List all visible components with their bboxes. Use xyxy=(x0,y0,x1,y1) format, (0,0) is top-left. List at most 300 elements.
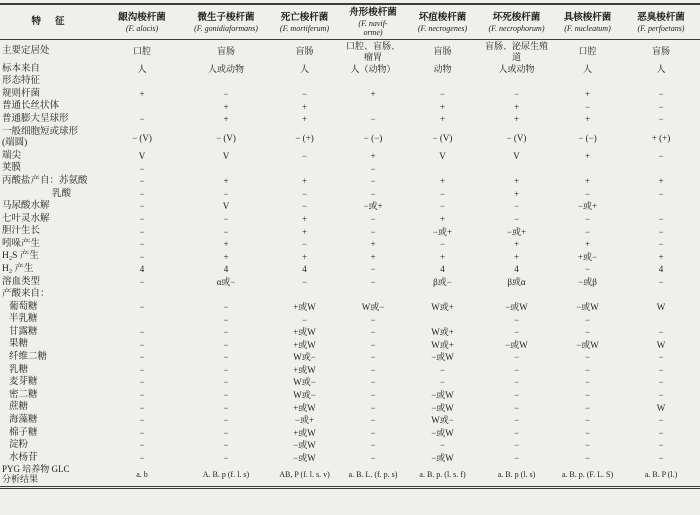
table-cell: − xyxy=(584,101,591,112)
table-cell: + xyxy=(223,251,229,262)
species-name-latin: (F. nucleatum) xyxy=(564,23,611,33)
table-cell: + xyxy=(658,251,664,262)
table-cell: − xyxy=(301,276,308,287)
table-cell: −或W xyxy=(576,302,599,313)
table-cell: +或W xyxy=(293,402,316,413)
table-cell: A. B. p (f. l. s) xyxy=(202,469,250,479)
table-cell: 人或动物 xyxy=(498,64,535,75)
table-cell xyxy=(184,163,268,176)
table-cell: − xyxy=(370,402,376,413)
row-label: 一般细胞短或球形 (端圆) xyxy=(2,126,79,149)
row-label: H₂ 产生 xyxy=(2,263,34,274)
table-cell: +或W xyxy=(293,364,316,375)
table-cell xyxy=(268,289,341,302)
table-cell xyxy=(184,76,268,89)
table-row xyxy=(0,326,700,339)
row-label: 标本来自 xyxy=(2,63,41,74)
table-row xyxy=(0,389,700,402)
table-row xyxy=(0,465,700,487)
table-cell: V xyxy=(222,201,230,212)
table-cell: − xyxy=(223,302,229,313)
table-cell: − xyxy=(301,188,308,199)
table-cell: − xyxy=(658,89,664,100)
species-name-cn: 龈沟梭杆菌 xyxy=(118,12,166,23)
table-cell: − xyxy=(139,327,145,338)
table-cell: +或W xyxy=(293,327,316,338)
row-label: 棉子糖 xyxy=(9,427,38,438)
table-cell: − xyxy=(584,226,591,237)
table-cell: − xyxy=(370,163,376,174)
table-cell: − xyxy=(370,440,376,451)
table-cell: − xyxy=(223,188,229,199)
table-row xyxy=(0,301,700,314)
row-label: 纤维二糖 xyxy=(9,352,48,363)
table-cell: + xyxy=(439,114,446,125)
row-label: 产酸来自： xyxy=(2,289,50,300)
table-cell: − xyxy=(139,440,145,451)
row-label: 水杨苷 xyxy=(9,452,38,463)
species-name-latin: (F. necrogenes) xyxy=(417,23,468,33)
table-cell: β或− xyxy=(433,276,452,287)
table-row xyxy=(0,114,700,127)
table-cell: − xyxy=(301,89,308,100)
table-cell: − xyxy=(139,276,145,287)
table-cell xyxy=(405,163,480,176)
table-cell: − xyxy=(513,377,520,388)
table-cell: − (+) xyxy=(295,132,314,143)
table-cell: 4 xyxy=(302,264,307,275)
table-cell: − xyxy=(223,364,229,375)
table-cell: 4 xyxy=(514,264,519,275)
species-name-latin: (F. necrophorum) xyxy=(488,23,545,33)
table-cell: − xyxy=(513,452,520,463)
table-body xyxy=(0,40,700,487)
table-cell: +或W xyxy=(293,339,316,350)
species-name-cn: 舟形梭杆菌 xyxy=(349,8,397,18)
row-label: 形态特征 xyxy=(2,76,41,87)
table-cell: − xyxy=(139,239,145,250)
table-cell: − xyxy=(223,339,229,350)
table-cell xyxy=(341,289,405,302)
table-cell: 人 xyxy=(582,64,592,75)
species-column-header xyxy=(184,4,268,40)
table-cell: 4 xyxy=(139,264,145,275)
table-row xyxy=(0,226,700,239)
table-cell: − xyxy=(370,339,376,350)
table-cell: + xyxy=(439,251,446,262)
table-cell: − xyxy=(223,440,229,451)
table-cell: − xyxy=(584,402,591,413)
table-cell: − xyxy=(658,364,664,375)
table-cell: − xyxy=(223,377,229,388)
table-row xyxy=(0,88,700,101)
table-row xyxy=(0,150,700,163)
row-label: 蔗糖 xyxy=(9,402,29,413)
table-cell xyxy=(405,76,480,89)
species-column-header xyxy=(622,4,700,40)
table-row xyxy=(0,213,700,226)
table-cell: W或− xyxy=(293,390,316,401)
table-cell: −或W xyxy=(431,352,454,363)
table-cell xyxy=(480,163,553,176)
table-cell: a. B. p. (l. s. f) xyxy=(419,469,466,479)
table-cell: 人 xyxy=(299,64,309,75)
table-cell: − xyxy=(658,239,664,250)
table-cell: − xyxy=(658,276,664,287)
table-cell: + xyxy=(370,239,376,250)
species-name-cn: 具核梭杆菌 xyxy=(563,12,612,23)
table-cell: W xyxy=(656,339,666,350)
table-cell: − xyxy=(370,415,376,426)
row-label: 普通长丝状体 xyxy=(2,101,60,112)
table-cell: −或+ xyxy=(363,201,383,212)
table-cell: − xyxy=(658,327,664,338)
table-row xyxy=(0,188,700,201)
table-cell xyxy=(268,76,341,89)
row-label: PYG 培养物 GLC 分析结果 xyxy=(2,464,70,485)
table-cell: − xyxy=(658,415,664,426)
species-column-header xyxy=(268,4,341,40)
table-cell: + xyxy=(513,239,520,250)
table-cell: − xyxy=(658,101,664,112)
table-row xyxy=(0,427,700,440)
table-cell: − xyxy=(223,352,229,363)
table-cell: − xyxy=(658,452,664,463)
table-cell: − xyxy=(370,452,376,463)
table-cell: + xyxy=(513,176,520,187)
table-cell: +或W xyxy=(293,427,316,438)
table-cell: − xyxy=(139,226,145,237)
table-cell: −或W xyxy=(505,302,528,313)
table-cell: − xyxy=(139,339,145,350)
table-cell: a. B. p. (F. L. S) xyxy=(561,469,614,479)
table-cell: − xyxy=(139,415,145,426)
table-row xyxy=(0,414,700,427)
table-cell: V xyxy=(513,151,520,162)
table-cell: − xyxy=(584,440,591,451)
table-cell: − xyxy=(370,188,376,199)
table-cell: 动物 xyxy=(433,64,452,75)
table-cell: + xyxy=(370,89,376,100)
table-cell: − xyxy=(139,352,145,363)
species-name-latin: (F. alocis) xyxy=(125,23,159,33)
table-cell: 口腔 xyxy=(578,46,597,57)
table-cell: − (V) xyxy=(506,132,527,143)
table-cell: − xyxy=(658,440,664,451)
table-cell: − xyxy=(513,402,520,413)
table-cell: − xyxy=(584,377,591,388)
table-cell: − xyxy=(584,364,591,375)
row-label: 主要定居处 xyxy=(2,45,50,56)
species-column-header xyxy=(480,4,553,40)
table-cell: − xyxy=(513,327,520,338)
table-cell: + xyxy=(584,239,591,250)
table-cell: − xyxy=(439,89,446,100)
table-cell xyxy=(622,289,700,302)
table-cell: −或β xyxy=(578,276,597,287)
table-cell: + xyxy=(513,101,520,112)
table-row xyxy=(0,238,700,251)
table-cell: − xyxy=(301,239,308,250)
table-cell: − xyxy=(439,377,446,388)
table-cell xyxy=(405,289,480,302)
table-row xyxy=(0,440,700,453)
table-cell: − xyxy=(370,390,376,401)
species-name-cn: 恶臭梭杆菌 xyxy=(637,12,685,23)
table-row xyxy=(0,101,700,114)
table-cell: W或+ xyxy=(431,302,454,313)
table-cell xyxy=(100,101,184,114)
table-row xyxy=(0,76,700,89)
table-row xyxy=(0,175,700,188)
table-cell: 口腔、盲肠、瘤胃 xyxy=(345,40,400,62)
table-row xyxy=(0,314,700,327)
table-cell: − xyxy=(439,364,446,375)
table-cell: − xyxy=(139,452,145,463)
table-cell: + xyxy=(223,101,229,112)
table-cell: − xyxy=(139,364,145,375)
table-row xyxy=(0,251,700,264)
table-cell: + xyxy=(658,176,664,187)
species-column-header xyxy=(405,4,480,40)
table-cell: 盲肠 xyxy=(433,46,452,57)
table-cell: − xyxy=(370,176,376,187)
row-label: 乳糖 xyxy=(9,364,29,375)
table-cell: − xyxy=(658,188,664,199)
table-cell: −或+ xyxy=(506,226,527,237)
table-cell: − xyxy=(139,188,145,199)
fusobacterium-characteristics-table xyxy=(0,3,700,489)
table-cell: − xyxy=(139,114,145,125)
row-label: 海藻糖 xyxy=(9,414,38,425)
table-cell: + xyxy=(223,114,229,125)
table-cell: − xyxy=(370,276,376,287)
table-cell: + xyxy=(223,176,229,187)
table-row xyxy=(0,201,700,214)
table-cell xyxy=(553,76,622,89)
row-label: 马尿酸水解 xyxy=(2,201,50,212)
table-cell: − xyxy=(139,427,145,438)
table-cell xyxy=(100,314,184,327)
row-label: 溶血类型 xyxy=(2,276,41,287)
table-cell: − xyxy=(139,390,145,401)
table-cell: − xyxy=(370,114,376,125)
table-cell: − xyxy=(139,176,145,187)
table-cell: 人 xyxy=(656,64,666,75)
table-cell: − xyxy=(370,327,376,338)
table-cell: − xyxy=(513,201,520,212)
table-cell xyxy=(341,101,405,114)
row-label: 普通膨大呈球形 xyxy=(2,114,69,125)
table-cell: − xyxy=(513,314,520,325)
table-cell: − xyxy=(658,352,664,363)
table-row xyxy=(0,263,700,276)
table-cell: + xyxy=(439,213,446,224)
table-cell: − xyxy=(584,452,591,463)
table-cell: − xyxy=(223,390,229,401)
table-cell: 盲肠 xyxy=(295,46,314,57)
table-cell: W xyxy=(656,402,666,413)
table-cell: + xyxy=(370,151,376,162)
table-cell xyxy=(480,76,553,89)
table-cell: − xyxy=(584,327,591,338)
table-row xyxy=(0,402,700,415)
table-cell: 盲肠、泌尿生殖道 xyxy=(484,40,548,62)
row-label: 胆汁生长 xyxy=(2,226,41,237)
table-cell: − xyxy=(658,427,664,438)
table-cell: − xyxy=(658,377,664,388)
table-cell: − xyxy=(139,402,145,413)
table-cell: + xyxy=(301,251,308,262)
table-cell: a. B. p (l. s) xyxy=(497,469,536,479)
table-cell: 口腔 xyxy=(132,46,151,57)
table-row xyxy=(0,163,700,176)
table-cell: − xyxy=(139,302,145,313)
table-cell: W或− xyxy=(293,352,316,363)
table-cell xyxy=(553,289,622,302)
table-cell: − xyxy=(370,226,376,237)
row-label: 甘露糖 xyxy=(9,326,38,337)
table-cell: − xyxy=(370,364,376,375)
table-cell: − xyxy=(370,352,376,363)
row-label: 半乳糖 xyxy=(9,314,38,325)
row-label: 密二糖 xyxy=(9,389,38,400)
table-cell: −或+ xyxy=(432,226,453,237)
table-header xyxy=(0,4,700,40)
table-cell: − xyxy=(513,415,520,426)
table-cell: − xyxy=(584,213,591,224)
table-cell: 4 xyxy=(440,264,445,275)
row-label: H₂S 产生 xyxy=(2,251,39,262)
table-cell: W或− xyxy=(293,377,316,388)
table-cell: + xyxy=(439,176,446,187)
table-cell: − xyxy=(223,226,229,237)
table-cell: + (+) xyxy=(651,132,671,143)
row-label: 果糖 xyxy=(9,339,29,350)
row-label: 吲哚产生 xyxy=(2,238,41,249)
table-cell: a. B. L. (f. p. s) xyxy=(348,469,398,479)
table-cell: − xyxy=(513,427,520,438)
table-cell: −或W xyxy=(431,452,454,463)
table-cell: − xyxy=(223,327,229,338)
table-cell: − xyxy=(513,213,520,224)
table-cell: − xyxy=(223,213,229,224)
table-cell: − xyxy=(223,427,229,438)
table-cell: 人或动物 xyxy=(207,64,244,75)
table-cell: −或+ xyxy=(294,415,315,426)
table-cell: + xyxy=(223,239,229,250)
species-name-cn: 坏疽梭杆菌 xyxy=(418,12,467,23)
table-cell: − xyxy=(139,163,145,174)
species-name-latin: (F. perfoetans) xyxy=(637,23,685,33)
row-label: 七叶灵水解 xyxy=(2,213,50,224)
table-cell: − xyxy=(513,352,520,363)
table-cell: W或+ xyxy=(431,327,454,338)
table-cell: α或− xyxy=(216,276,236,287)
table-cell: AB, P (f. l. s. v) xyxy=(279,469,330,479)
table-cell: a. b xyxy=(136,469,148,479)
table-cell: − xyxy=(223,402,229,413)
table-cell: − xyxy=(658,151,664,162)
table-cell: 盲肠 xyxy=(651,46,670,57)
table-cell: − xyxy=(584,352,591,363)
table-cell: − xyxy=(223,452,229,463)
table-cell: + xyxy=(584,89,591,100)
table-cell xyxy=(184,289,268,302)
table-row xyxy=(0,126,700,150)
table-cell: + xyxy=(439,101,446,112)
table-cell: − xyxy=(370,314,376,325)
table-cell: 4 xyxy=(223,264,229,275)
table-row xyxy=(0,352,700,365)
table-cell: + xyxy=(513,114,520,125)
table-cell: − xyxy=(584,264,591,275)
table-cell: − xyxy=(439,440,446,451)
table-cell: − xyxy=(370,377,376,388)
species-column-header xyxy=(100,4,184,40)
table-cell: − xyxy=(513,89,520,100)
table-cell xyxy=(622,201,700,214)
table-cell: + xyxy=(301,226,308,237)
table-cell: W或− xyxy=(361,302,385,313)
table-cell: − xyxy=(370,427,376,438)
table-cell: − xyxy=(658,114,664,125)
table-cell: − xyxy=(139,201,145,212)
table-cell: + xyxy=(301,101,308,112)
table-cell: − (−) xyxy=(578,132,597,143)
table-cell xyxy=(100,76,184,89)
table-cell: − xyxy=(439,188,446,199)
species-column-header xyxy=(341,4,405,40)
table-cell: − xyxy=(658,390,664,401)
table-cell: − xyxy=(223,314,229,325)
species-name-cn: 微生子梭杆菌 xyxy=(197,12,255,23)
row-label: 淀粉 xyxy=(9,440,29,451)
species-name-cn: 死亡梭杆菌 xyxy=(280,12,329,23)
table-cell: − (V) xyxy=(132,132,152,143)
row-label: 乳酸 xyxy=(52,188,72,199)
table-cell: − xyxy=(301,314,308,325)
species-name-cn: 坏死梭杆菌 xyxy=(492,12,541,23)
table-cell: − (−) xyxy=(363,132,383,143)
table-cell: −或W xyxy=(505,339,528,350)
table-cell: V xyxy=(222,151,230,162)
feature-column-header: 特征 xyxy=(0,4,100,40)
table-cell: + xyxy=(139,89,145,100)
table-cell xyxy=(622,163,700,176)
table-cell: − xyxy=(139,213,145,224)
species-name-latin-cont: orme) xyxy=(363,28,383,38)
table-cell xyxy=(100,289,184,302)
table-cell: −或W xyxy=(431,427,454,438)
table-row xyxy=(0,63,700,76)
table-cell: + xyxy=(301,114,308,125)
table-cell: − xyxy=(584,390,591,401)
header-row xyxy=(0,4,700,40)
table-cell: − xyxy=(139,251,145,262)
table-cell: + xyxy=(301,176,308,187)
table-cell: −或W xyxy=(431,390,454,401)
table-cell: − xyxy=(584,427,591,438)
table-cell: 4 xyxy=(658,264,664,275)
table-cell: + xyxy=(584,151,591,162)
table-cell: W或− xyxy=(431,415,454,426)
table-row xyxy=(0,276,700,289)
table-row xyxy=(0,40,700,63)
table-cell: +或W xyxy=(293,302,316,313)
table-cell: a. B. P (l.) xyxy=(644,469,678,479)
species-name-latin: (F. navif- xyxy=(358,18,388,28)
